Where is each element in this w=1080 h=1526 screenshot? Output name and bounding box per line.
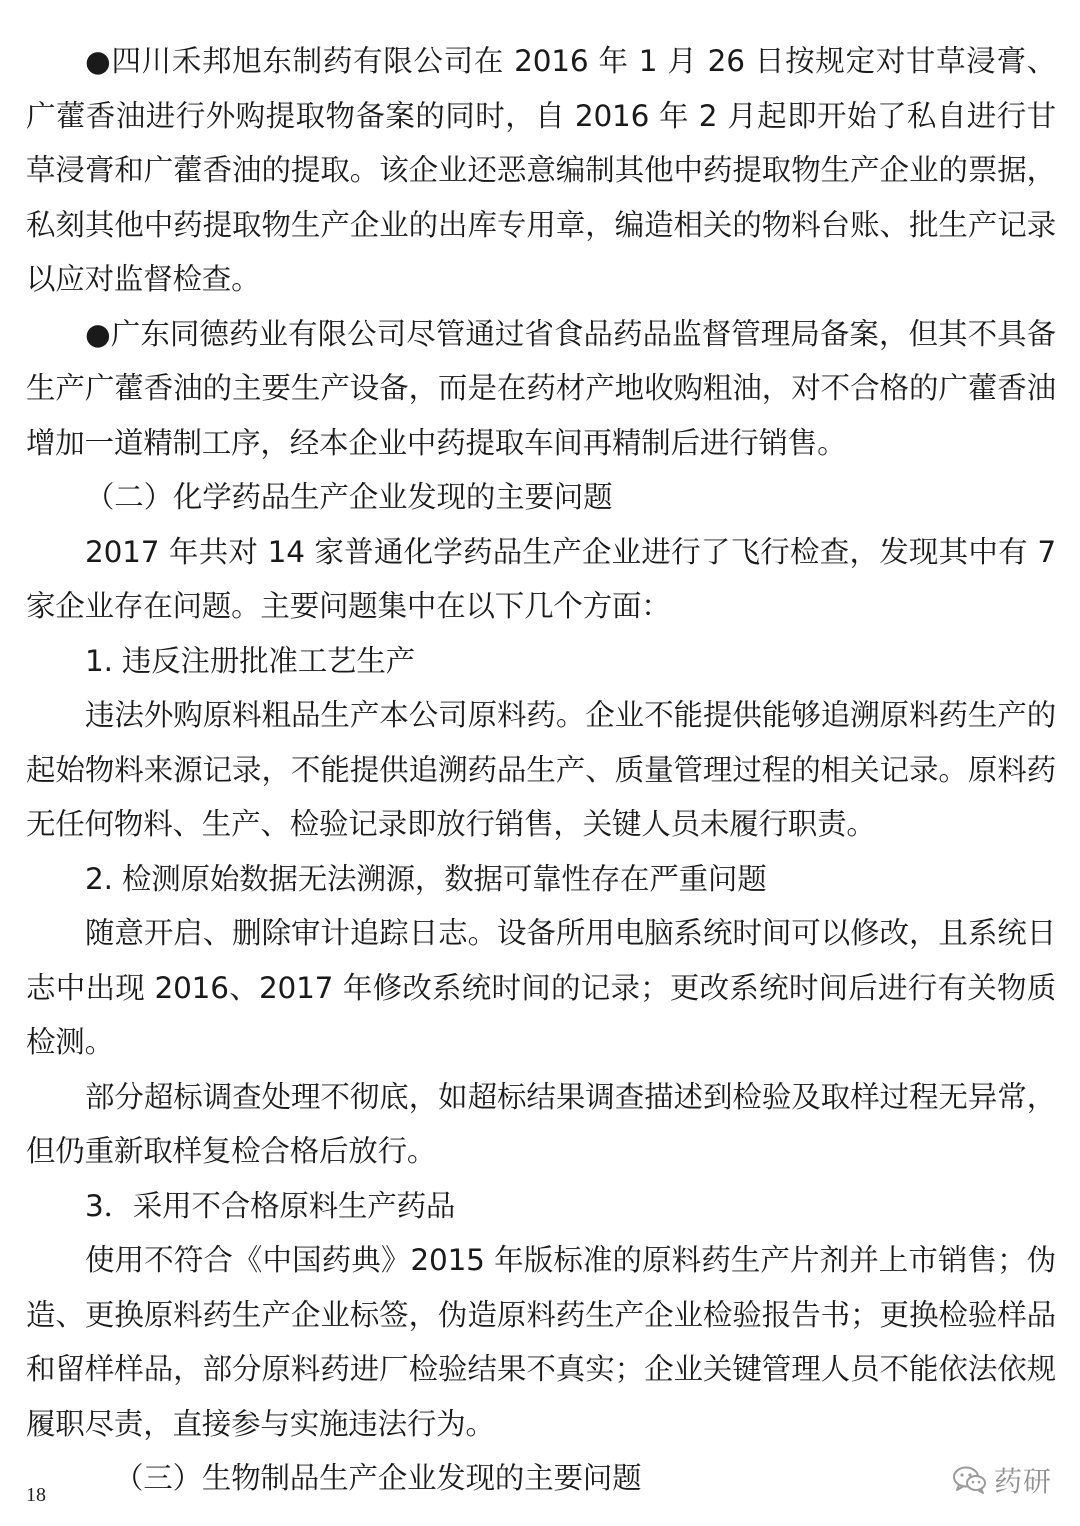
paragraph-oos-investigation: 部分超标调查处理不彻底，如超标结果调查描述到检验及取样过程无异常，但仍重新取样复检合格后放行。 [26, 1079, 1056, 1168]
paragraph-guangdong-tongde: ●广东同德药业有限公司尽管通过省食品药品监督管理局备案，但其不具备生产广藿香油的主要生产设备，而是在药材产地收购粗油，对不合格的广藿香油增加一道精制工序，经本企业中药提取车间再精制后进行销售。 [26, 316, 1056, 460]
watermark [952, 1460, 1052, 1500]
section-heading-biologics: （三）生物制品生产企业发现的主要问题 [114, 1461, 642, 1495]
page-number: 18 [26, 1484, 46, 1506]
subheading-1: 1. 违反注册批准工艺生产 [85, 643, 415, 678]
subheading-3: 3．采用不合格原料生产药品 [85, 1188, 456, 1223]
paragraph-audit-trail: 随意开启、删除审计追踪日志。设备所用电脑系统时间可以修改，且系统日志中出现 2016、2017 年修改系统时间的记录；更改系统时间后进行有关物质检测。 [26, 916, 1056, 1059]
section-heading-chemical-drugs: （二）化学药品生产企业发现的主要问题 [85, 480, 613, 514]
paragraph-raw-material: 违法外购原料粗品生产本公司原料药。企业不能提供能够追溯原料药生产的起始物料来源记录，不能提供追溯药品生产、质量管理过程的相关记录。原料药无任何物料、生产、检验记录即放行销售，关键人员未履行职责。 [26, 698, 1056, 841]
subheading-2: 2. 检测原始数据无法溯源，数据可靠性存在严重问题 [85, 861, 767, 896]
wechat-icon [952, 1465, 988, 1495]
paragraph-pharmacopoeia: 使用不符合《中国药典》2015 年版标准的原料药生产片剂并上市销售；伪造、更换原料药生产企业标签，伪造原料药生产企业检验报告书；更换检验样品和留样样品，部分原料药进厂检验结果不真实；企业关键管理人员不能依法依规履职尽责，直接参与实施违法行为。 [26, 1243, 1056, 1441]
document-body [26, 34, 1056, 1506]
watermark-text: 药研 [994, 1465, 1053, 1498]
paragraph-sichuan-hebang: ●四川禾邦旭东制药有限公司在 2016 年 1 月 26 日按规定对甘草浸膏、广藿香油进行外购提取物备案的同时，自 2016 年 2 月起即开始了私自进行甘草浸膏和广藿香油的提取。该企业还恶意编制其他中药提取物生产企业的票据，私刻其他中药提取物生产企业的出库专用章，编造相关的物料台账、批生产记录以应对监督检查。 [26, 44, 1056, 296]
paragraph-inspection-summary: 2017 年共对 14 家普通化学药品生产企业进行了飞行检查，发现其中有 7 家企业存在问题。主要问题集中在以下几个方面： [26, 534, 1056, 623]
